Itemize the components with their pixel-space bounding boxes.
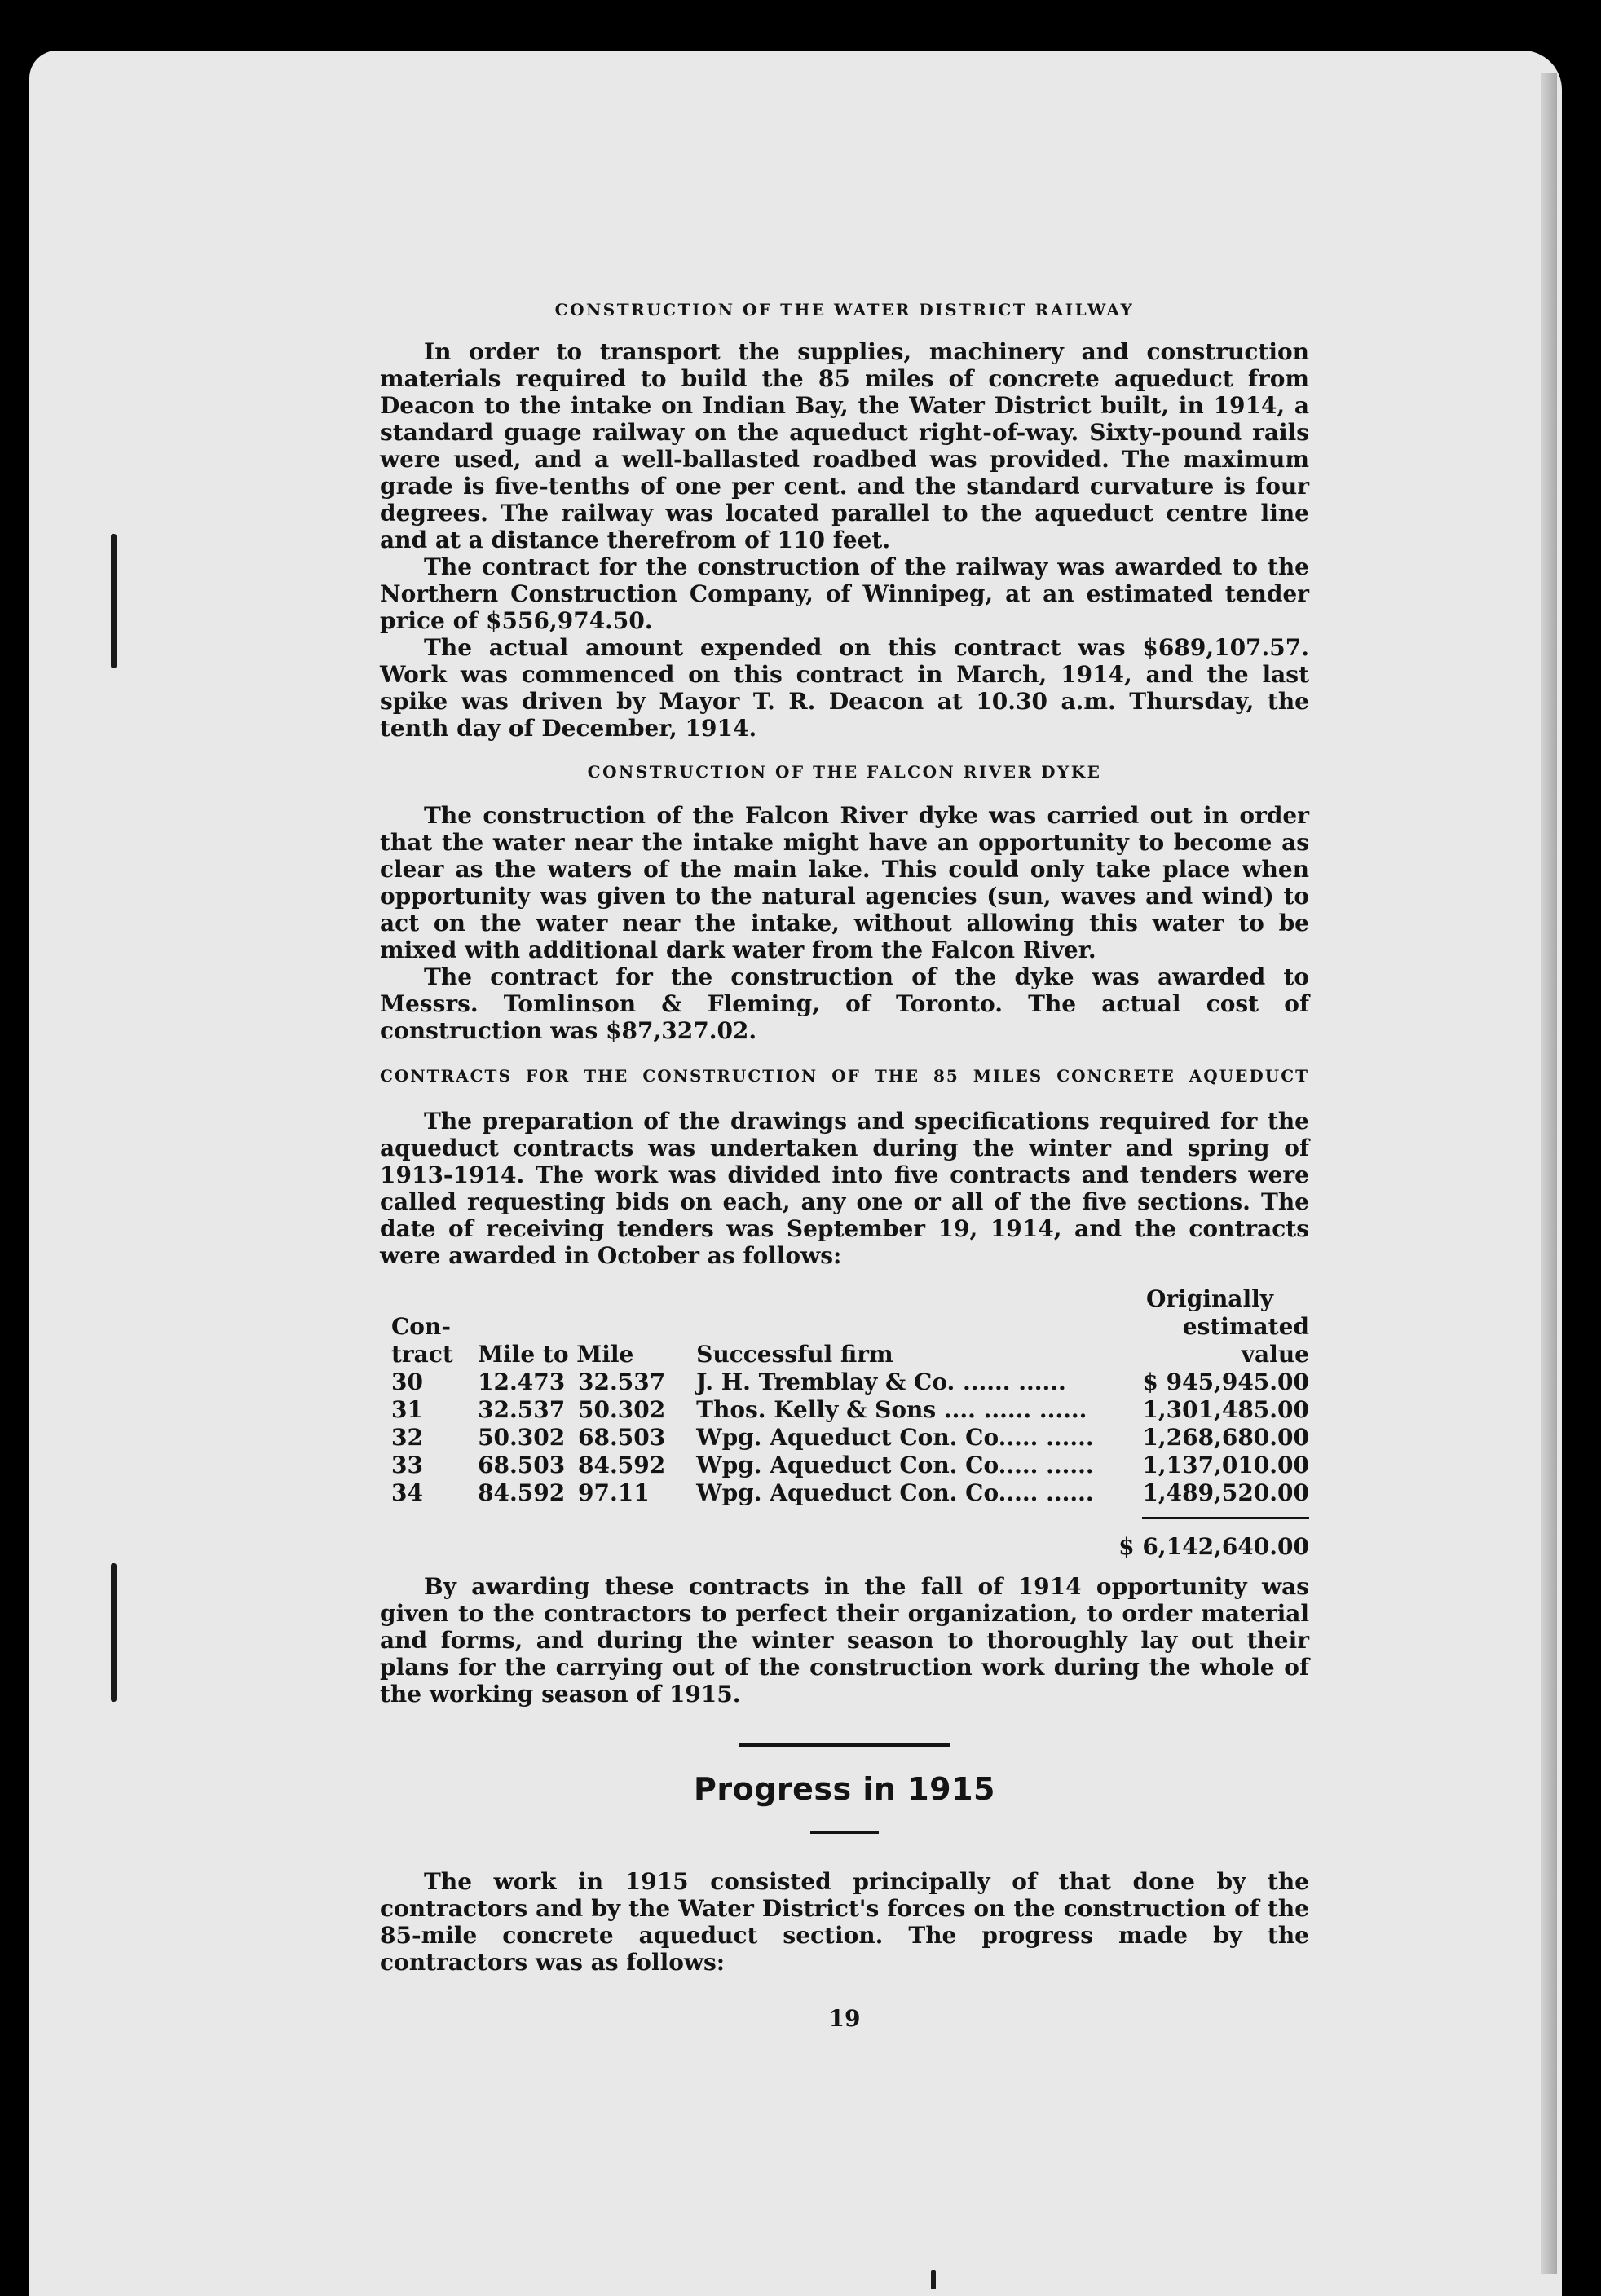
table-row	[380, 1424, 1309, 1452]
header-mile: Mile to Mile	[478, 1341, 634, 1368]
total-value: $ 6,142,640.00	[1118, 1533, 1309, 1560]
paragraph: The contract for the construction of the dyke was awarded to Messrs. Tomlinson & Fleming, of Toronto. The actual cost of construction was $87,327.02.	[380, 963, 1309, 1044]
header-firm: Successful firm	[696, 1341, 893, 1368]
cell-value: 1,137,010.00	[1142, 1452, 1309, 1479]
page-edge-shadow	[1541, 73, 1557, 2274]
contracts-table	[380, 1285, 1309, 1507]
cell-value: 1,268,680.00	[1142, 1424, 1309, 1451]
page-number: 19	[828, 2005, 861, 2032]
cell-firm: J. H. Tremblay & Co. ...... ......	[696, 1368, 1066, 1395]
table-row	[380, 1452, 1309, 1479]
paragraph: The contract for the construction of the railway was awarded to the Northern Construction Company, of Winnipeg, at an estimated tender price of $556,974.50.	[380, 553, 1309, 634]
cell-mile-from: 50.302	[478, 1424, 566, 1451]
cell-mile-to: 68.503	[578, 1424, 666, 1451]
contracts-total	[380, 1515, 1309, 1560]
section-heading-railway: CONSTRUCTION OF THE WATER DISTRICT RAILWAY	[554, 300, 1135, 320]
table-row	[380, 1396, 1309, 1424]
paragraph: The work in 1915 consisted principally of that done by the contractors and by the Water District's forces on the construction of the 85-mile concrete aqueduct section. The progress made by the contractors was as follows:	[380, 1868, 1309, 1976]
cell-firm: Wpg. Aqueduct Con. Co..... ......	[696, 1452, 1094, 1479]
cell-contract: 30	[391, 1368, 423, 1395]
cell-mile-to: 84.592	[578, 1452, 666, 1479]
section-heading-aqueduct: CONTRACTS FOR THE CONSTRUCTION OF THE 85 MILES CONCRETE AQUEDUCT	[380, 1066, 1309, 1086]
cell-contract: 34	[391, 1479, 423, 1506]
page-content	[380, 297, 1309, 2032]
paragraph: The preparation of the drawings and specifications required for the aqueduct contracts was undertaken during the winter and spring of 1913-1914. The work was divided into five contracts and tenders were called requesting bids on each, any one or all of the five sections. The date of receiving tenders was September 19, 1914, and the contracts were awarded in October as follows:	[380, 1108, 1309, 1269]
cell-mile-from: 84.592	[478, 1479, 566, 1506]
binding-mark-lower	[111, 1563, 117, 1702]
cell-firm: Wpg. Aqueduct Con. Co..... ......	[696, 1424, 1094, 1451]
cell-contract: 31	[391, 1396, 423, 1423]
table-row	[380, 1368, 1309, 1396]
total-rule	[1142, 1517, 1309, 1519]
cell-firm: Thos. Kelly & Sons .... ...... ......	[696, 1396, 1087, 1423]
progress-heading: Progress in 1915	[694, 1771, 995, 1807]
cell-mile-from: 68.503	[478, 1452, 566, 1479]
cell-contract: 32	[391, 1424, 423, 1451]
paragraph: In order to transport the supplies, machinery and construction materials required to build the 85 miles of concrete aqueduct from Deacon to the intake on Indian Bay, the Water District built, in 1914, a standard guage railway on the aqueduct right-of-way. Sixty-pound rails were used, and a well-ballasted roadbed was provided. The maximum grade is five-tenths of one per cent. and the standard curvature is four degrees. The railway was located parallel to the aqueduct centre line and at a distance therefrom of 110 feet.	[380, 338, 1309, 553]
scan-speck	[931, 2270, 936, 2289]
cell-mile-from: 32.537	[478, 1396, 566, 1423]
cell-mile-from: 12.473	[478, 1368, 566, 1395]
cell-value: 1,301,485.00	[1142, 1396, 1309, 1423]
cell-mile-to: 50.302	[578, 1396, 666, 1423]
section-divider	[739, 1743, 950, 1747]
paragraph: By awarding these contracts in the fall of 1914 opportunity was given to the contractors to perfect their organization, to order material and forms, and during the winter season to thoroughly lay out their plans for the carrying out of the construction work during the whole of the working season of 1915.	[380, 1573, 1309, 1708]
cell-value: 1,489,520.00	[1142, 1479, 1309, 1506]
section-heading-dyke: CONSTRUCTION OF THE FALCON RIVER DYKE	[587, 762, 1102, 782]
cell-firm: Wpg. Aqueduct Con. Co..... ......	[696, 1479, 1094, 1506]
paragraph: The construction of the Falcon River dyke was carried out in order that the water near the intake might have an opportunity to become as clear as the waters of the main lake. This could only take place when opportunity was given to the natural agencies (sun, waves and wind) to act on the water near the intake, without allowing this water to be mixed with additional dark water from the Falcon River.	[380, 802, 1309, 963]
header-contract: Con- tract	[391, 1313, 453, 1368]
cell-value: $ 945,945.00	[1142, 1368, 1309, 1395]
table-row	[380, 1479, 1309, 1507]
paragraph: The actual amount expended on this contract was $689,107.57. Work was commenced on this contract in March, 1914, and the last spike was driven by Mayor T. R. Deacon at 10.30 a.m. Thursday, the tenth day of December, 1914.	[380, 634, 1309, 742]
cell-contract: 33	[391, 1452, 423, 1479]
header-value: Originally estimated value	[1145, 1285, 1309, 1368]
heading-underline	[810, 1831, 879, 1834]
binding-mark-upper	[111, 534, 117, 668]
cell-mile-to: 97.11	[578, 1479, 650, 1506]
table-header-row	[380, 1285, 1309, 1368]
cell-mile-to: 32.537	[578, 1368, 666, 1395]
